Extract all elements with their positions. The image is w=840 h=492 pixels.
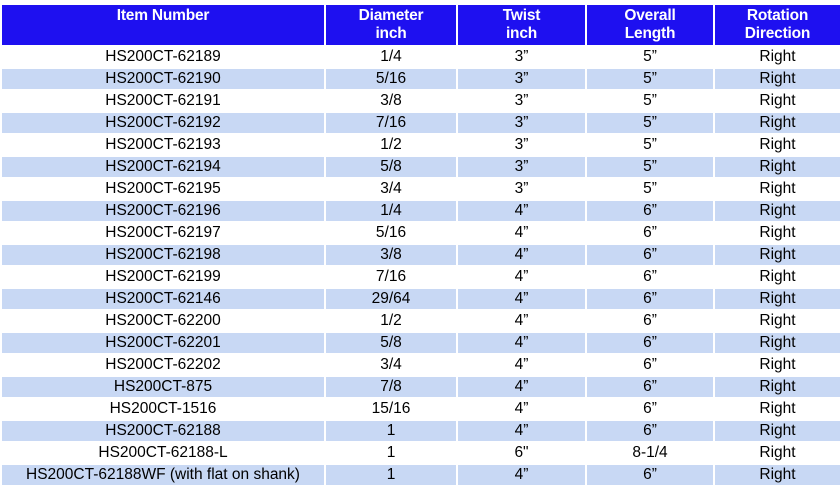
cell-rotation-direction: Right bbox=[715, 333, 840, 353]
cell-item-number: HS200CT-62202 bbox=[2, 355, 324, 375]
cell-overall-length: 6” bbox=[587, 267, 713, 287]
cell-twist: 4” bbox=[458, 267, 585, 287]
cell-item-number: HS200CT-62190 bbox=[2, 69, 324, 89]
table-row bbox=[2, 47, 840, 67]
cell-twist: 4” bbox=[458, 355, 585, 375]
cell-overall-length: 5” bbox=[587, 91, 713, 111]
cell-overall-length: 5” bbox=[587, 113, 713, 133]
cell-rotation-direction: Right bbox=[715, 289, 840, 309]
table-row bbox=[2, 135, 840, 155]
table-row bbox=[2, 399, 840, 419]
cell-overall-length: 6” bbox=[587, 421, 713, 441]
cell-overall-length: 5” bbox=[587, 179, 713, 199]
table-row bbox=[2, 245, 840, 265]
cell-item-number: HS200CT-62188WF (with flat on shank) bbox=[2, 465, 324, 485]
cell-rotation-direction: Right bbox=[715, 91, 840, 111]
item-spec-table bbox=[0, 3, 840, 487]
cell-diameter: 3/8 bbox=[326, 91, 456, 111]
cell-twist: 3” bbox=[458, 91, 585, 111]
header-rotation-line1: Rotation bbox=[746, 7, 809, 24]
table-row bbox=[2, 179, 840, 199]
cell-twist: 4” bbox=[458, 377, 585, 397]
cell-twist: 4” bbox=[458, 465, 585, 485]
cell-rotation-direction: Right bbox=[715, 113, 840, 133]
cell-diameter: 5/8 bbox=[326, 157, 456, 177]
cell-diameter: 1 bbox=[326, 443, 456, 463]
cell-item-number: HS200CT-62193 bbox=[2, 135, 324, 155]
cell-rotation-direction: Right bbox=[715, 47, 840, 67]
cell-twist: 4” bbox=[458, 223, 585, 243]
cell-twist: 3” bbox=[458, 157, 585, 177]
cell-rotation-direction: Right bbox=[715, 201, 840, 221]
header-rotation-direction bbox=[715, 5, 840, 45]
table-row bbox=[2, 157, 840, 177]
cell-rotation-direction: Right bbox=[715, 245, 840, 265]
cell-rotation-direction: Right bbox=[715, 399, 840, 419]
cell-overall-length: 6” bbox=[587, 245, 713, 265]
header-item-number-label: Item Number bbox=[116, 7, 210, 24]
cell-diameter: 5/16 bbox=[326, 223, 456, 243]
cell-overall-length: 5” bbox=[587, 69, 713, 89]
cell-diameter: 1/2 bbox=[326, 135, 456, 155]
cell-diameter: 7/16 bbox=[326, 113, 456, 133]
cell-item-number: HS200CT-62195 bbox=[2, 179, 324, 199]
cell-rotation-direction: Right bbox=[715, 135, 840, 155]
cell-rotation-direction: Right bbox=[715, 311, 840, 331]
cell-twist: 3” bbox=[458, 113, 585, 133]
table-row bbox=[2, 201, 840, 221]
table-row bbox=[2, 333, 840, 353]
cell-twist: 4” bbox=[458, 311, 585, 331]
cell-item-number: HS200CT-62194 bbox=[2, 157, 324, 177]
cell-overall-length: 6” bbox=[587, 201, 713, 221]
cell-rotation-direction: Right bbox=[715, 421, 840, 441]
cell-rotation-direction: Right bbox=[715, 355, 840, 375]
cell-diameter: 1/2 bbox=[326, 311, 456, 331]
cell-item-number: HS200CT-62201 bbox=[2, 333, 324, 353]
table-row bbox=[2, 91, 840, 111]
cell-rotation-direction: Right bbox=[715, 443, 840, 463]
cell-overall-length: 6” bbox=[587, 399, 713, 419]
cell-overall-length: 5” bbox=[587, 157, 713, 177]
cell-diameter: 3/4 bbox=[326, 179, 456, 199]
table-row bbox=[2, 465, 840, 485]
cell-item-number: HS200CT-62198 bbox=[2, 245, 324, 265]
cell-diameter: 7/16 bbox=[326, 267, 456, 287]
cell-twist: 6" bbox=[458, 443, 585, 463]
table-row bbox=[2, 421, 840, 441]
table-body bbox=[2, 47, 840, 485]
cell-overall-length: 8-1/4 bbox=[587, 443, 713, 463]
header-diameter-line1: Diameter bbox=[358, 7, 424, 24]
cell-overall-length: 6” bbox=[587, 377, 713, 397]
table-row bbox=[2, 443, 840, 463]
cell-rotation-direction: Right bbox=[715, 377, 840, 397]
cell-twist: 3” bbox=[458, 69, 585, 89]
cell-item-number: HS200CT-62146 bbox=[2, 289, 324, 309]
table-row bbox=[2, 289, 840, 309]
table-row bbox=[2, 311, 840, 331]
cell-twist: 4” bbox=[458, 201, 585, 221]
cell-item-number: HS200CT-62189 bbox=[2, 47, 324, 67]
cell-diameter: 5/8 bbox=[326, 333, 456, 353]
cell-item-number: HS200CT-62196 bbox=[2, 201, 324, 221]
header-rotation-line2: Direction bbox=[744, 25, 811, 42]
cell-item-number: HS200CT-62200 bbox=[2, 311, 324, 331]
table-row bbox=[2, 355, 840, 375]
header-diameter-line2: inch bbox=[375, 25, 407, 42]
cell-twist: 4” bbox=[458, 399, 585, 419]
cell-item-number: HS200CT-62197 bbox=[2, 223, 324, 243]
cell-rotation-direction: Right bbox=[715, 69, 840, 89]
cell-diameter: 3/8 bbox=[326, 245, 456, 265]
cell-item-number: HS200CT-875 bbox=[2, 377, 324, 397]
cell-rotation-direction: Right bbox=[715, 157, 840, 177]
cell-overall-length: 6” bbox=[587, 465, 713, 485]
cell-item-number: HS200CT-62192 bbox=[2, 113, 324, 133]
header-twist-line2: inch bbox=[505, 25, 538, 42]
cell-rotation-direction: Right bbox=[715, 179, 840, 199]
cell-twist: 4” bbox=[458, 289, 585, 309]
table-row bbox=[2, 113, 840, 133]
header-overall-length bbox=[587, 5, 713, 45]
cell-overall-length: 6” bbox=[587, 289, 713, 309]
cell-item-number: HS200CT-1516 bbox=[2, 399, 324, 419]
cell-overall-length: 6” bbox=[587, 333, 713, 353]
cell-twist: 3” bbox=[458, 179, 585, 199]
cell-twist: 4” bbox=[458, 421, 585, 441]
cell-overall-length: 6” bbox=[587, 355, 713, 375]
cell-diameter: 1/4 bbox=[326, 201, 456, 221]
cell-diameter: 1/4 bbox=[326, 47, 456, 67]
cell-diameter: 1 bbox=[326, 421, 456, 441]
header-overall-line2: Length bbox=[624, 25, 676, 42]
cell-rotation-direction: Right bbox=[715, 465, 840, 485]
table-row bbox=[2, 223, 840, 243]
cell-overall-length: 6” bbox=[587, 223, 713, 243]
header-twist bbox=[458, 5, 585, 45]
table-row bbox=[2, 267, 840, 287]
cell-overall-length: 6” bbox=[587, 311, 713, 331]
cell-item-number: HS200CT-62188-L bbox=[2, 443, 324, 463]
cell-twist: 4” bbox=[458, 333, 585, 353]
header-twist-line1: Twist bbox=[502, 7, 541, 24]
cell-diameter: 5/16 bbox=[326, 69, 456, 89]
table-header-row bbox=[2, 5, 840, 45]
cell-overall-length: 5” bbox=[587, 135, 713, 155]
cell-diameter: 29/64 bbox=[326, 289, 456, 309]
cell-diameter: 15/16 bbox=[326, 399, 456, 419]
table-row bbox=[2, 377, 840, 397]
cell-rotation-direction: Right bbox=[715, 223, 840, 243]
cell-rotation-direction: Right bbox=[715, 267, 840, 287]
table-row bbox=[2, 69, 840, 89]
header-diameter bbox=[326, 5, 456, 45]
header-item-number bbox=[2, 5, 324, 45]
cell-overall-length: 5” bbox=[587, 47, 713, 67]
cell-diameter: 1 bbox=[326, 465, 456, 485]
cell-item-number: HS200CT-62199 bbox=[2, 267, 324, 287]
cell-twist: 3” bbox=[458, 135, 585, 155]
header-overall-line1: Overall bbox=[624, 7, 676, 24]
cell-diameter: 3/4 bbox=[326, 355, 456, 375]
cell-item-number: HS200CT-62191 bbox=[2, 91, 324, 111]
cell-twist: 4” bbox=[458, 245, 585, 265]
cell-twist: 3” bbox=[458, 47, 585, 67]
cell-item-number: HS200CT-62188 bbox=[2, 421, 324, 441]
cell-diameter: 7/8 bbox=[326, 377, 456, 397]
